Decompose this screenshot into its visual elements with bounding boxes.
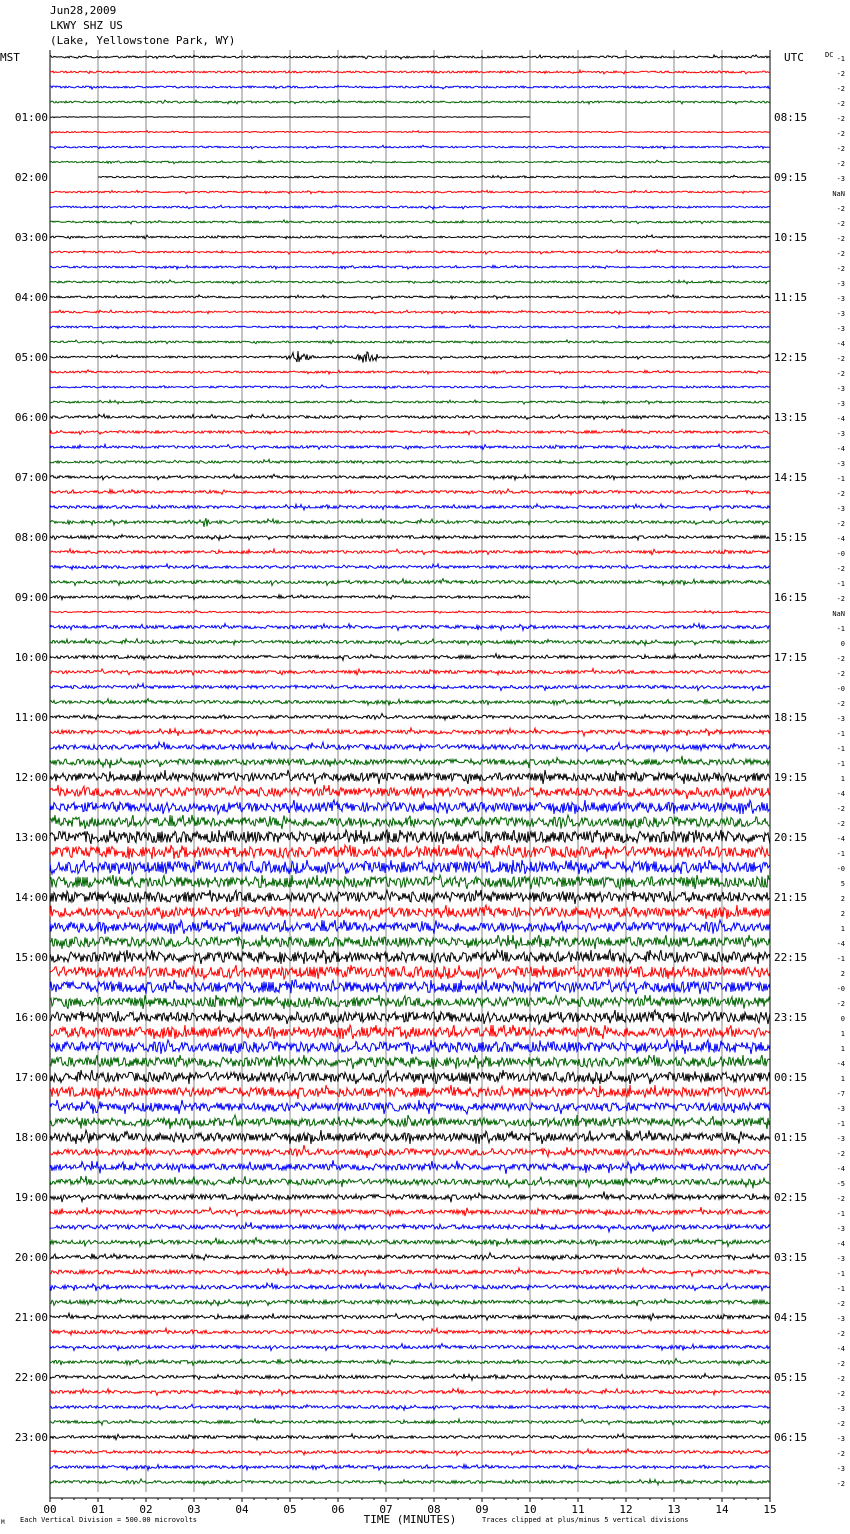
seismic-trace [50,1389,770,1396]
dc-offset-label: -3 [836,325,845,333]
dc-offset-label: -3 [836,175,845,183]
utc-hour-label: 03:15 [774,1251,808,1264]
dc-offset-label: -3 [836,1465,845,1473]
dc-offset-label: -0 [836,985,845,993]
seismic-trace [50,1145,770,1158]
seismic-trace [50,190,770,193]
utc-hour-label: 17:15 [774,651,808,664]
dc-offset-label: -4 [836,415,845,423]
utc-hour-label: 16:15 [774,591,808,604]
seismic-trace [50,1192,770,1203]
seismic-trace [50,1299,770,1306]
seismic-trace [50,860,770,874]
x-tick-label: 01 [91,1503,105,1516]
seismic-trace [50,1449,770,1455]
seismic-trace [50,965,770,979]
seismic-trace [50,624,770,631]
seismic-trace [50,1010,770,1024]
dc-offset-label: -2 [836,145,845,153]
seismic-trace [50,1404,770,1410]
dc-offset-label: -4 [836,445,845,453]
seismic-trace [50,1115,770,1129]
seismic-trace [50,785,770,799]
seismic-trace [50,1268,770,1276]
utc-hour-label: 18:15 [774,711,808,724]
mst-hour-label: 03:00 [14,231,48,244]
seismic-trace [50,145,770,149]
seismic-trace [50,1160,770,1174]
dc-offset-label: -1 [836,580,845,588]
dc-offset-label: -1 [836,745,845,753]
dc-offset-label: -2 [836,265,845,273]
dc-offset-label: 1 [840,925,845,933]
seismic-trace [50,459,770,464]
x-tick-label: 05 [283,1503,297,1516]
dc-offset-label: -3 [836,430,845,438]
dc-offset-label: -2 [836,130,845,138]
dc-offset-label: 2 [840,895,845,903]
seismic-trace [50,684,770,691]
dc-offset-label: -3 [836,385,845,393]
utc-hour-label: 20:15 [774,831,808,844]
seismic-trace [50,205,770,209]
dc-offset-label: -2 [836,85,845,93]
x-tick-label: 15 [763,1503,777,1516]
dc-offset-label: -2 [836,1480,845,1488]
dc-offset-label: -2 [836,1390,845,1398]
utc-hour-label: 09:15 [774,171,808,184]
dc-offset-label: -2 [836,1375,845,1383]
seismic-trace [50,70,770,74]
seismic-trace [50,1222,770,1232]
dc-offset-label: -2 [836,1330,845,1338]
seismic-trace [50,235,770,239]
dc-offset-label: NaN [832,190,845,198]
utc-hour-label: 02:15 [774,1191,808,1204]
dc-offset-label: 2 [840,910,845,918]
seismic-trace [50,1130,770,1144]
dc-offset-label: -3 [836,1105,845,1113]
utc-hour-label: 21:15 [774,891,808,904]
dc-offset-label: -4 [836,1165,845,1173]
seismic-trace [50,549,770,555]
mst-hour-label: 10:00 [14,651,48,664]
utc-axis-label: UTC [784,51,804,64]
seismic-trace [50,1328,770,1335]
seismic-trace [50,370,770,374]
seismic-trace [50,1055,770,1069]
seismic-trace [50,639,770,646]
x-tick-label: 04 [235,1503,249,1516]
seismic-trace [50,400,770,404]
seismic-trace [50,654,770,661]
dc-offset-label: -1 [836,475,845,483]
x-tick-label: 03 [187,1503,201,1516]
dc-offset-label: 0 [840,640,845,648]
dc-offset-label: -4 [836,535,845,543]
dc-offset-label: -2 [836,805,845,813]
dc-offset-label: -1 [836,760,845,768]
seismic-trace [50,875,770,889]
x-tick-label: 12 [619,1503,633,1516]
dc-offset-label: -4 [836,790,845,798]
seismic-trace [50,1313,770,1320]
mst-axis-label: MST [0,51,20,64]
x-tick-label: 13 [667,1503,681,1516]
seismic-trace [50,800,770,814]
dc-offset-label: -1 [836,1285,845,1293]
seismic-trace [50,55,770,59]
clip-note: Traces clipped at plus/minus 5 vertical divisions [482,1516,689,1524]
dc-offset-label: -2 [836,205,845,213]
dc-offset-label: -2 [836,115,845,123]
dc-offset-label: -2 [836,70,845,78]
dc-offset-label: -2 [836,820,845,828]
dc-offset-label: -1 [836,1210,845,1218]
dc-offset-label: 5 [840,880,845,888]
seismic-trace [50,504,770,510]
dc-offset-label: -2 [836,220,845,228]
x-tick-label: 11 [571,1503,585,1516]
dc-offset-label: -2 [836,235,845,243]
utc-hour-label: 13:15 [774,411,808,424]
mst-hour-label: 19:00 [14,1191,48,1204]
seismic-trace [50,340,770,344]
seismic-trace [50,385,770,389]
mst-hour-label: 06:00 [14,411,48,424]
seismic-trace [50,250,770,254]
seismic-trace [50,535,770,541]
seismic-trace [50,890,770,904]
utc-hour-label: 12:15 [774,351,808,364]
mst-hour-label: 08:00 [14,531,48,544]
seismic-trace [50,579,770,586]
seismic-trace [50,742,770,751]
seismic-trace [50,160,770,163]
dc-offset-label: 0 [840,1015,845,1023]
dc-offset-label: -4 [836,1060,845,1068]
seismic-trace [50,1100,770,1114]
mst-hour-label: 01:00 [14,111,48,124]
dc-offset-label: -1 [836,55,845,63]
mst-hour-label: 15:00 [14,951,48,964]
mst-hour-label: 13:00 [14,831,48,844]
seismic-trace [50,1374,770,1381]
seismic-trace [50,950,770,964]
seismic-trace [50,1070,770,1084]
dc-offset-label: -1 [836,850,845,858]
seismic-trace [50,1253,770,1261]
dc-offset-label: -3 [836,1315,845,1323]
seismic-trace [50,1434,770,1440]
dc-offset-label: -4 [836,1345,845,1353]
dc-offset-label: -2 [836,1360,845,1368]
utc-hour-label: 04:15 [774,1311,808,1324]
seismic-trace [50,429,770,435]
dc-offset-label: -2 [836,160,845,168]
chart-location: (Lake, Yellowstone Park, WY) [50,34,236,47]
seismic-trace [50,220,770,224]
seismic-trace [50,100,770,104]
seismic-trace [50,564,770,570]
mst-hour-label: 14:00 [14,891,48,904]
dc-offset-label: -5 [836,1180,845,1188]
dc-offset-label: 1 [840,1030,845,1038]
seismic-trace [50,920,770,934]
utc-hour-label: 00:15 [774,1071,808,1084]
dc-offset-label: -3 [836,1135,845,1143]
seismic-trace [50,830,770,844]
dc-offset-label: 1 [840,775,845,783]
dc-offset-label: -1 [836,1270,845,1278]
mst-hour-label: 22:00 [14,1371,48,1384]
seismic-trace [50,1040,770,1054]
dc-offset-label: -3 [836,310,845,318]
seismic-trace [50,980,770,994]
mst-hour-label: 20:00 [14,1251,48,1264]
seismic-trace [50,414,770,419]
division-note: Each Vertical Division = 500.00 microvolts [20,1516,198,1524]
x-tick-label: 06 [331,1503,345,1516]
x-tick-label: 14 [715,1503,729,1516]
x-tick-label: 09 [475,1503,489,1516]
seismic-trace [50,815,770,829]
x-tick-label: 10 [523,1503,537,1516]
dc-offset-label: -2 [836,565,845,573]
seismic-trace [50,1419,770,1425]
dc-offset-label: -2 [836,670,845,678]
x-tick-label: 08 [427,1503,441,1516]
dc-offset-label: -1 [836,955,845,963]
mst-hour-label: 07:00 [14,471,48,484]
seismic-trace [50,265,770,269]
utc-hour-label: 08:15 [774,111,808,124]
dc-offset-label: -0 [836,685,845,693]
mst-hour-label: 18:00 [14,1131,48,1144]
seismic-trace [50,1176,770,1188]
utc-hour-label: 19:15 [774,771,808,784]
seismic-trace [50,1465,770,1471]
utc-hour-label: 23:15 [774,1011,808,1024]
mst-hour-label: 23:00 [14,1431,48,1444]
seismic-trace [50,756,770,769]
dc-offset-label: -2 [836,1420,845,1428]
seismic-trace [50,131,770,134]
dc-offset-label: -2 [836,100,845,108]
dc-offset-label: 1 [840,1075,845,1083]
dc-offset-label: -2 [836,490,845,498]
dc-offset-label: -2 [836,1150,845,1158]
seismic-trace [50,310,770,314]
seismic-trace [50,610,770,613]
mst-hour-label: 17:00 [14,1071,48,1084]
utc-hour-label: 01:15 [774,1131,808,1144]
seismic-trace [50,1238,770,1247]
seismic-trace [50,845,770,859]
dc-offset-label: -3 [836,1255,845,1263]
dc-offset-label: -2 [836,1195,845,1203]
dc-offset-label: -4 [836,340,845,348]
utc-hour-label: 22:15 [774,951,808,964]
seismic-trace [50,489,770,495]
mst-hour-label: 11:00 [14,711,48,724]
mst-hour-label: 12:00 [14,771,48,784]
dc-offset-label: -3 [836,1435,845,1443]
x-axis-title: TIME (MINUTES) [363,1513,457,1526]
utc-hour-label: 06:15 [774,1431,808,1444]
dc-offset-label: 1 [840,1045,845,1053]
dc-offset-label: -1 [836,1120,845,1128]
utc-hour-label: 10:15 [774,231,808,244]
seismic-trace [50,770,770,784]
seismic-trace [50,1207,770,1216]
corner-mark: M [1,1519,5,1526]
utc-hour-label: 15:15 [774,531,808,544]
seismic-trace [50,1479,770,1485]
seismic-trace [50,444,770,449]
chart-station: LKWY SHZ US [50,19,123,32]
mst-hour-label: 21:00 [14,1311,48,1324]
dc-offset-label: -2 [836,250,845,258]
seismic-trace [50,995,770,1009]
dc-offset-label: -0 [836,865,845,873]
utc-hour-label: 14:15 [774,471,808,484]
seismic-trace [50,280,770,284]
dc-offset-label: -3 [836,1405,845,1413]
dc-offset-label: -3 [836,400,845,408]
mst-hour-label: 04:00 [14,291,48,304]
utc-hour-label: 05:15 [774,1371,808,1384]
dc-offset-label: -2 [836,520,845,528]
dc-offset-label: -2 [836,1450,845,1458]
seismic-trace [50,699,770,706]
dc-offset-label: -4 [836,835,845,843]
seismic-trace [50,669,770,675]
dc-label: DC [825,51,834,59]
x-tick-label: 00 [43,1503,57,1516]
dc-offset-label: -2 [836,1300,845,1308]
dc-offset-label: -2 [836,1000,845,1008]
mst-hour-label: 09:00 [14,591,48,604]
chart-date: Jun28,2009 [50,4,117,17]
dc-offset-label: -4 [836,1240,845,1248]
dc-offset-label: -3 [836,505,845,513]
dc-offset-label: -3 [836,280,845,288]
dc-offset-label: -2 [836,595,845,603]
seismic-trace [50,518,770,527]
seismic-trace [50,325,770,329]
dc-offset-label: -4 [836,940,845,948]
dc-offset-label: -1 [836,730,845,738]
x-tick-label: 02 [139,1503,153,1516]
seismic-trace [50,1085,770,1099]
seismic-trace [50,85,770,89]
dc-offset-label: -2 [836,370,845,378]
seismic-trace [50,728,770,736]
dc-offset-label: -7 [836,1090,845,1098]
dc-offset-label: -0 [836,550,845,558]
seismic-trace [50,1359,770,1366]
dc-offset-label: -3 [836,1225,845,1233]
dc-offset-label: -2 [836,355,845,363]
seismic-trace [50,905,770,919]
seismic-trace [50,295,770,299]
mst-hour-label: 05:00 [14,351,48,364]
seismic-trace [50,1025,770,1039]
dc-offset-label: -2 [836,700,845,708]
seismic-trace [50,474,770,480]
seismic-trace [50,935,770,949]
dc-offset-label: -3 [836,715,845,723]
dc-offset-label: -1 [836,625,845,633]
dc-offset-label: NaN [832,610,845,618]
dc-offset-label: 2 [840,970,845,978]
seismic-trace [50,1344,770,1351]
seismic-trace [50,1283,770,1291]
mst-hour-label: 02:00 [14,171,48,184]
utc-hour-label: 11:15 [774,291,808,304]
mst-hour-label: 16:00 [14,1011,48,1024]
dc-offset-label: -3 [836,295,845,303]
dc-offset-label: -3 [836,460,845,468]
x-tick-label: 07 [379,1503,393,1516]
seismic-trace [50,714,770,720]
dc-offset-label: -2 [836,655,845,663]
seismic-trace [50,351,770,363]
